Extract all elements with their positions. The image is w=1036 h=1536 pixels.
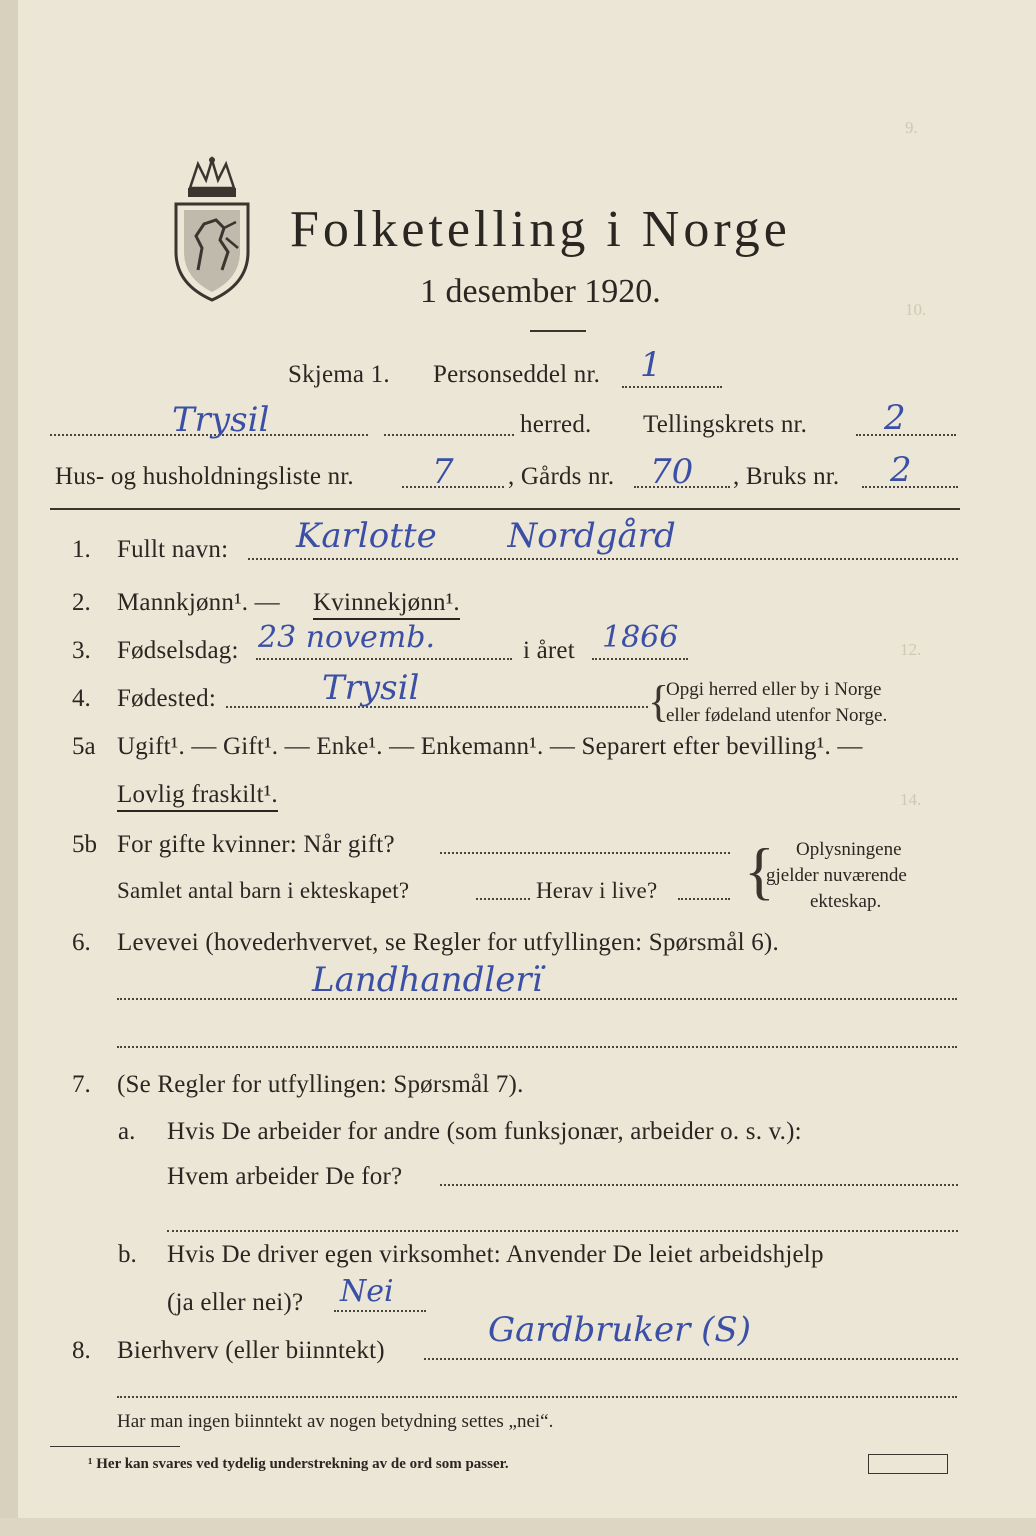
q5b-line — [440, 852, 730, 854]
gards-value: 70 — [650, 452, 694, 492]
footer-note: Har man ingen biinntekt av nogen betydning settes „nei“. — [117, 1411, 554, 1432]
gards-label: , Gårds nr. — [508, 463, 615, 490]
q3-year-value: 1866 — [602, 620, 679, 655]
skjema-label: Skjema 1. — [288, 361, 390, 388]
q5b-brace: { — [744, 835, 775, 906]
q7-number: 7. — [72, 1071, 91, 1098]
q3-value: 23 novemb. — [258, 620, 435, 655]
q5b-line-3 — [678, 898, 730, 900]
q7a-label-2: Hvem arbeider De for? — [167, 1163, 403, 1190]
q7b-value: Nei — [340, 1274, 394, 1309]
herred-value: Trysil — [172, 400, 270, 440]
tellingskrets-line — [856, 434, 956, 436]
q4-label: Fødested: — [117, 685, 217, 712]
personseddel-line — [622, 386, 722, 388]
q8-number: 8. — [72, 1337, 91, 1364]
q3-year-line — [592, 658, 688, 660]
q2-mannkjonn: Mannkjønn¹. — — [117, 589, 280, 616]
q2-number: 2. — [72, 589, 91, 616]
q4-brace: { — [648, 677, 670, 726]
q3-line — [256, 658, 512, 660]
q5b-note-3: ekteskap. — [810, 891, 882, 912]
q3-label: Fødselsdag: — [117, 637, 239, 664]
bruks-value: 2 — [890, 450, 912, 490]
q7-label: (Se Regler for utfyllingen: Spørsmål 7). — [117, 1071, 524, 1098]
q1-line — [248, 558, 958, 560]
q6-value: Landhandlerï — [312, 960, 543, 1000]
q6-label: Levevei (hovederhvervet, se Regler for utfyllingen: Spørsmål 6). — [117, 929, 779, 956]
q4-note-1: Opgi herred eller by i Norge — [666, 679, 882, 700]
q1-number: 1. — [72, 536, 91, 563]
q1-label: Fullt navn: — [117, 536, 229, 563]
q5a-options: Ugift¹. — Gift¹. — Enke¹. — Enkemann¹. — Separert efter bevilling¹. — — [117, 733, 863, 760]
page-edge-left — [0, 0, 18, 1536]
form-date: 1 desember 1920. — [420, 273, 661, 310]
q8-line-2 — [117, 1396, 957, 1398]
printer-stamp — [868, 1454, 948, 1474]
q5b-note-1: Oplysningene — [796, 839, 902, 860]
q5a-number: 5a — [72, 733, 96, 760]
bleed-through: 14. — [900, 790, 922, 809]
q7a-letter: a. — [118, 1118, 136, 1145]
coat-of-arms-icon — [168, 152, 256, 302]
tellingskrets-value: 2 — [884, 398, 906, 438]
q6-line — [117, 998, 957, 1000]
hus-value: 7 — [432, 452, 454, 492]
q6-number: 6. — [72, 929, 91, 956]
herred-line-2 — [384, 434, 514, 436]
personseddel-value: 1 — [640, 345, 662, 385]
q7a-line-2 — [167, 1230, 958, 1232]
q7b-letter: b. — [118, 1241, 137, 1268]
footnote-rule — [50, 1446, 180, 1447]
q7b-label: Hvis De driver egen virksomhet: Anvender De leiet arbeidshjelp — [167, 1241, 824, 1268]
page-edge-bottom — [0, 1518, 1036, 1536]
q5b-label: For gifte kvinner: Når gift? — [117, 831, 395, 858]
header-rule — [50, 508, 960, 510]
q8-value: Gardbruker (S) — [488, 1310, 751, 1350]
q7b-label-2: (ja eller nei)? — [167, 1289, 304, 1316]
q5b-note-2: gjelder nuværende — [766, 865, 907, 886]
personseddel-label: Personseddel nr. — [433, 361, 601, 388]
bleed-through: 9. — [905, 118, 918, 137]
q3-year-label: i året — [523, 637, 575, 664]
herred-label: herred. — [520, 411, 592, 438]
q7a-line — [440, 1184, 958, 1186]
q5b-number: 5b — [72, 831, 97, 858]
q8-line — [424, 1358, 958, 1360]
q2-kvinnekjonn-underlined: Kvinnekjønn¹. — [313, 588, 460, 620]
bruks-label: , Bruks nr. — [733, 463, 840, 490]
bleed-through: 12. — [900, 640, 922, 659]
q4-note-2: eller fødeland utenfor Norge. — [666, 705, 888, 726]
q5a-lovlig-fraskilt-underlined: Lovlig fraskilt¹. — [117, 780, 278, 812]
q4-value: Trysil — [322, 668, 420, 708]
form-title: Folketelling i Norge — [290, 201, 791, 258]
q5b-line-2 — [476, 898, 530, 900]
q4-line — [226, 706, 648, 708]
q6-line-2 — [117, 1046, 957, 1048]
q4-number: 4. — [72, 685, 91, 712]
q5b-label-3: Herav i live? — [536, 878, 658, 903]
title-divider — [530, 330, 586, 332]
q7a-label: Hvis De arbeider for andre (som funksjonær, arbeider o. s. v.): — [167, 1118, 802, 1145]
q1-value: Karlotte Nordgård — [296, 516, 676, 556]
hus-label: Hus- og husholdningsliste nr. — [55, 463, 354, 490]
q5b-label-2: Samlet antal barn i ekteskapet? — [117, 878, 410, 903]
q8-label: Bierhverv (eller biinntekt) — [117, 1337, 385, 1364]
bleed-through: 10. — [905, 300, 927, 319]
tellingskrets-label: Tellingskrets nr. — [643, 411, 808, 438]
footnote: ¹ Her kan svares ved tydelig understrekning av de ord som passer. — [88, 1456, 509, 1472]
q3-number: 3. — [72, 637, 91, 664]
